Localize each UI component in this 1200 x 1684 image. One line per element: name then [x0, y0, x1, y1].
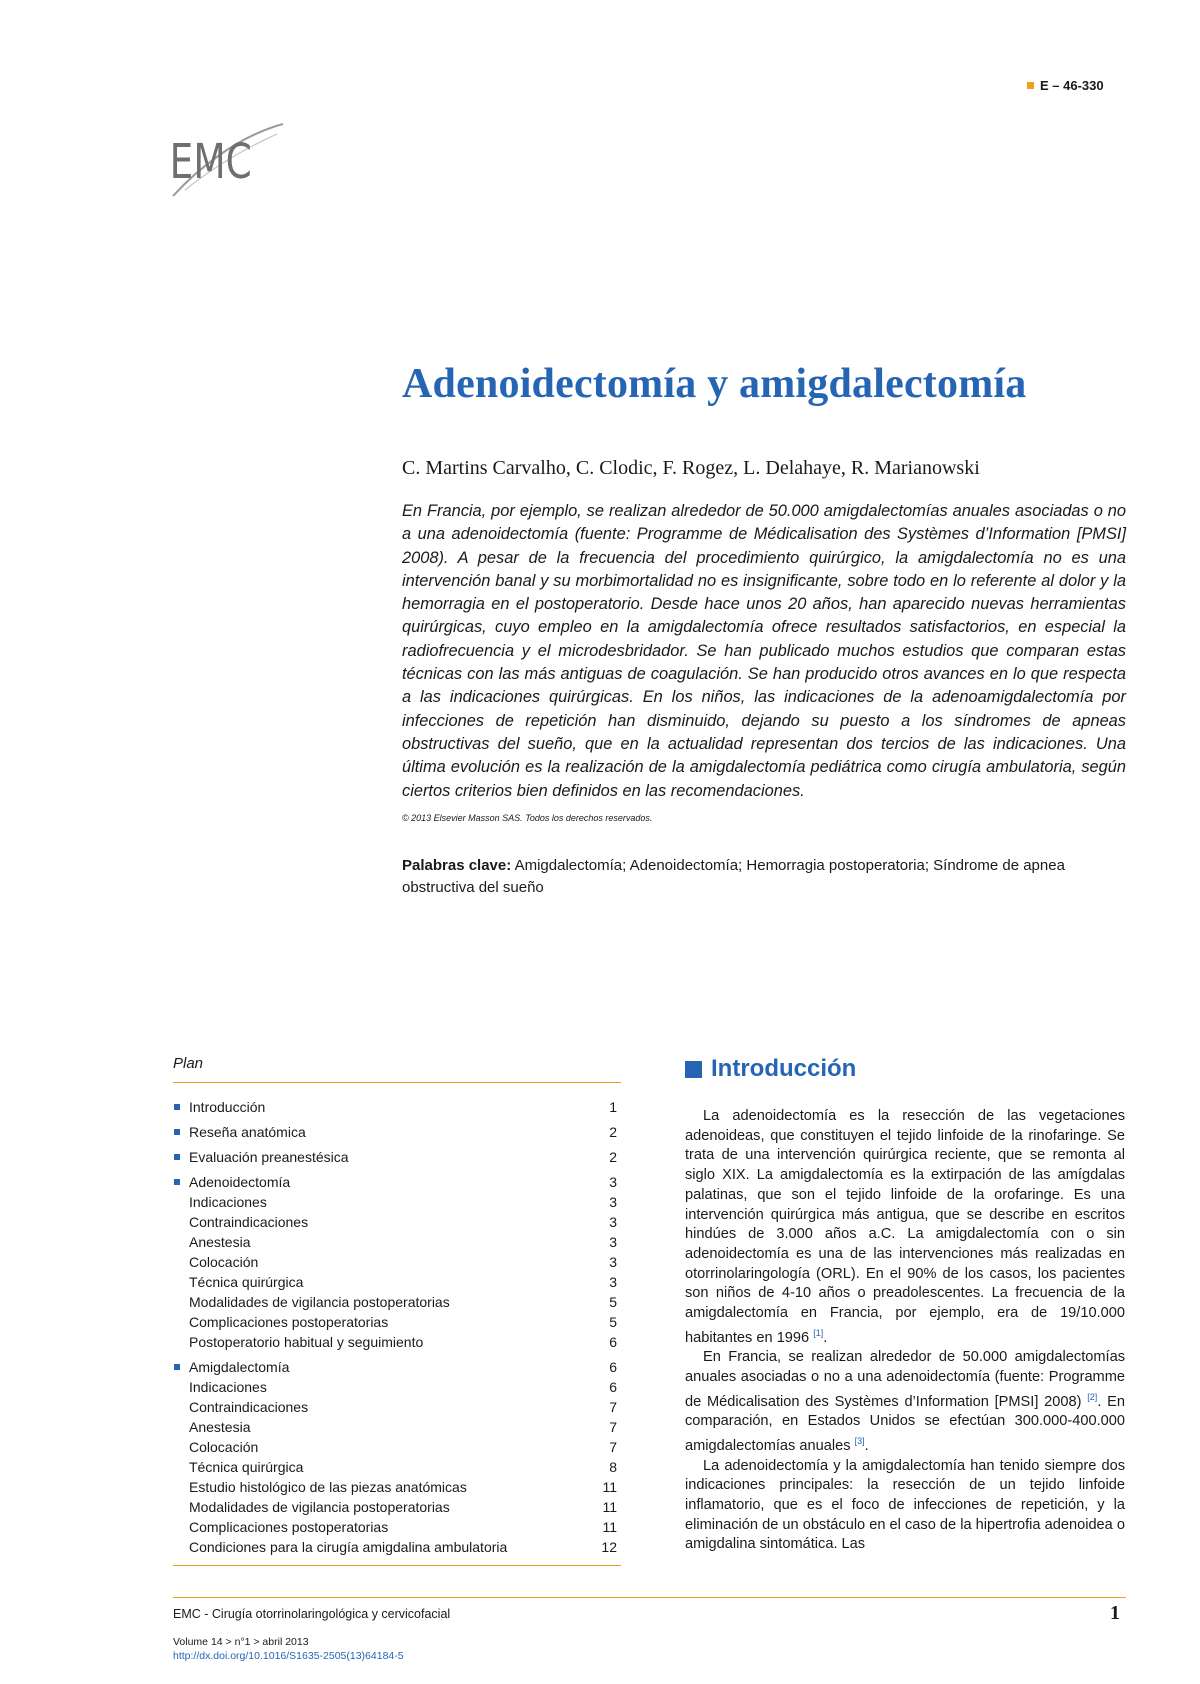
introduction-section: [685, 1055, 1125, 1555]
toc-item-page: 7: [609, 1439, 617, 1455]
toc-item[interactable]: [173, 1437, 621, 1457]
toc-item-label: Colocación: [189, 1439, 259, 1455]
toc-item[interactable]: [173, 1537, 621, 1557]
toc-item-label: Contraindicaciones: [189, 1214, 309, 1230]
toc-item-page: 11: [602, 1479, 617, 1495]
toc-item-label: Indicaciones: [189, 1379, 267, 1395]
toc-item-page: 2: [609, 1124, 617, 1140]
toc-item[interactable]: [173, 1517, 621, 1537]
blue-square-icon: [685, 1061, 702, 1078]
toc-item-label: Contraindicaciones: [189, 1399, 309, 1415]
journal-name: EMC - Cirugía otorrinolaringológica y cervicofacial: [173, 1607, 451, 1621]
page-number: 1: [1110, 1602, 1120, 1624]
toc-item-page: 6: [609, 1359, 617, 1375]
keywords: [402, 855, 1126, 899]
toc-item-page: 6: [609, 1334, 617, 1350]
article-title: Adenoidectomía y amigdalectomía: [402, 361, 1027, 407]
toc-item-label: Técnica quirúrgica: [189, 1274, 304, 1290]
toc-item-label: Anestesia: [189, 1419, 251, 1435]
toc-item[interactable]: [173, 1477, 621, 1497]
toc-item-label: Indicaciones: [189, 1194, 267, 1210]
divider: [173, 1082, 621, 1083]
toc-item-label: Introducción: [173, 1097, 265, 1117]
toc-item[interactable]: [173, 1332, 621, 1352]
toc-item[interactable]: [173, 1357, 621, 1377]
paragraph: La adenoidectomía es la resección de las vegetaciones adenoideas, que constituyen el tejido linfoide de la rinofaringe. Se trata de una intervención quirúrgica reciente, que se remonta al siglo XIX. La amigdalectomía es la extirpación de las amígdalas palatinas, que son el tejido linfoide de la orofaringe. Es una intervención quirúrgica más antigua, que se describe en escritos hindúes de 3.000 años a.C. La amigdalectomía con o sin adenoidectomía es una de las intervenciones más realizadas en otorrinolaringología (ORL). En el 90% de los casos, los pacientes son niños de 4-10 años o preadolescentes. La frecuencia de la amigdalectomía en Francia, por ejemplo, era de 19/10.000 habitantes en 1996 [1].: [685, 1108, 1125, 1346]
paragraph: La adenoidectomía y la amigdalectomía han tenido siempre dos indicaciones principales: la resección de un tejido linfoide inflamatorio, que es el foco de infecciones de repetición, y la eliminación de un obstáculo en el caso de la hipertrofia adenoidea o amigdalina sintomática. Las: [685, 1457, 1125, 1553]
toc-item-label: Condiciones para la cirugía amigdalina ambulatoria: [189, 1539, 508, 1555]
toc-item-page: 3: [609, 1234, 617, 1250]
toc-item[interactable]: [173, 1497, 621, 1517]
emc-logo: [165, 112, 285, 210]
footer-divider: [173, 1597, 1126, 1598]
keywords-text: Amigdalectomía; Adenoidectomía; Hemorragia postoperatoria; Síndrome de apnea obstructiva del sueño: [402, 856, 1065, 896]
toc-item[interactable]: [173, 1122, 621, 1142]
abstract-text: En Francia, por ejemplo, se realizan alrededor de 50.000 amigdalectomías anuales asociadas o no a una adenoidectomía (fuente: Programme de Médicalisation des Systèmes d’Information [PMSI] 2008). A pesar de la frecuencia del procedimiento quirúrgico, la amigdalectomía no es una intervención banal y su morbimortalidad no es insignificante, sobre todo en lo referente al dolor y la hemorragia en el postoperatorio. Desde hace unos 20 años, han aparecido nuevas herramientas quirúrgicas, cuyo empleo en la amigdalectomía ofrece resultados satisfactorios, en especial la radiofrecuencia y el microdesbridador. Se han publicado muchos estudios que comparan estas técnicas con las más antiguas de coagulación. Se han producido otros avances en lo que respecta a las indicaciones quirúrgicas. En los niños, las indicaciones de la adenoamigdalectomía por infecciones de repetición han disminuido, dejando su puesto a los síndromes de apneas obstructivas del sueño, que en la actualidad representan dos tercios de las indicaciones. Una última evolución es la realización de la amigdalectomía pediátrica como cirugía ambulatoria, según ciertos criterios bien definidos en las recomendaciones.: [402, 502, 1126, 800]
toc-item-label: Amigdalectomía: [173, 1357, 289, 1377]
toc-item-page: 2: [609, 1149, 617, 1165]
reference-link[interactable]: [2]: [1087, 1391, 1098, 1402]
toc-item-label: Complicaciones postoperatorias: [189, 1314, 389, 1330]
orange-square-icon: [1027, 82, 1034, 89]
toc-item-page: 3: [609, 1274, 617, 1290]
toc-item-page: 11: [602, 1499, 617, 1515]
toc-item[interactable]: [173, 1147, 621, 1167]
toc-item[interactable]: [173, 1272, 621, 1292]
reference-link[interactable]: [1]: [813, 1327, 824, 1338]
toc-item[interactable]: [173, 1417, 621, 1437]
article-reference: E – 46-330: [1027, 78, 1104, 93]
toc-item-label: Colocación: [189, 1254, 259, 1270]
toc-item-page: 1: [609, 1099, 617, 1115]
keywords-label: Palabras clave:: [402, 856, 512, 874]
toc-item-page: 12: [601, 1539, 617, 1555]
toc-item-page: 5: [609, 1314, 617, 1330]
toc-item-page: 3: [609, 1254, 617, 1270]
toc-item[interactable]: [173, 1397, 621, 1417]
toc-item-label: Estudio histológico de las piezas anatómicas: [189, 1479, 467, 1495]
paragraph: En Francia, se realizan alrededor de 50.000 amigdalectomías anuales asociadas o no a una adenoidectomía (fuente: Programme de Médicalisation des Systèmes d’Information [PMSI] 2008) [2]. En comparación, en Estados Unidos se efectúan 300.000-400.000 amigdalectomías anuales [3].: [685, 1349, 1126, 1454]
toc-item-label: Anestesia: [189, 1234, 251, 1250]
toc-item-label: Técnica quirúrgica: [189, 1459, 304, 1475]
toc-item-page: 8: [609, 1459, 617, 1475]
toc-item-page: 7: [609, 1419, 617, 1435]
toc-item[interactable]: [173, 1192, 621, 1212]
toc-item[interactable]: [173, 1232, 621, 1252]
plan-title: Plan: [173, 1055, 204, 1072]
toc-item[interactable]: [173, 1377, 621, 1397]
svg-text:EMC: EMC: [169, 134, 252, 191]
plan-list: [173, 1097, 621, 1557]
volume-info: Volume 14 > n°1 > abril 2013: [173, 1636, 309, 1648]
toc-item-page: 5: [609, 1294, 617, 1310]
toc-item[interactable]: [173, 1292, 621, 1312]
toc-item-page: 6: [609, 1379, 617, 1395]
toc-item-label: Evaluación preanestésica: [173, 1147, 349, 1167]
toc-item-label: Adenoidectomía: [173, 1172, 290, 1192]
toc-item-label: Modalidades de vigilancia postoperatorias: [189, 1499, 450, 1515]
toc-item[interactable]: [173, 1312, 621, 1332]
toc-item[interactable]: [173, 1212, 621, 1232]
copyright: © 2013 Elsevier Masson SAS. Todos los derechos reservados.: [402, 812, 653, 823]
toc-item-page: 3: [609, 1174, 617, 1190]
toc-item-page: 3: [609, 1214, 617, 1230]
doi-link[interactable]: http://dx.doi.org/10.1016/S1635-2505(13)64184-5: [173, 1650, 404, 1662]
toc-item-page: 7: [609, 1399, 617, 1415]
table-of-contents: [173, 1055, 621, 1566]
toc-item-label: Postoperatorio habitual y seguimiento: [189, 1334, 424, 1350]
toc-item-label: Reseña anatómica: [173, 1122, 306, 1142]
toc-item[interactable]: [173, 1457, 621, 1477]
toc-item-page: 11: [602, 1519, 617, 1535]
article-authors: C. Martins Carvalho, C. Clodic, F. Rogez, L. Delahaye, R. Marianowski: [402, 457, 980, 479]
toc-item-label: Modalidades de vigilancia postoperatorias: [189, 1294, 450, 1310]
toc-item[interactable]: [173, 1172, 621, 1192]
abstract: [402, 500, 1126, 899]
reference-link[interactable]: [3]: [854, 1435, 865, 1446]
toc-item-label: Complicaciones postoperatorias: [189, 1519, 389, 1535]
section-heading: Introducción: [685, 1055, 1125, 1083]
toc-item-page: 3: [609, 1194, 617, 1210]
divider: [173, 1565, 621, 1566]
toc-item[interactable]: [173, 1252, 621, 1272]
toc-item[interactable]: [173, 1097, 621, 1117]
